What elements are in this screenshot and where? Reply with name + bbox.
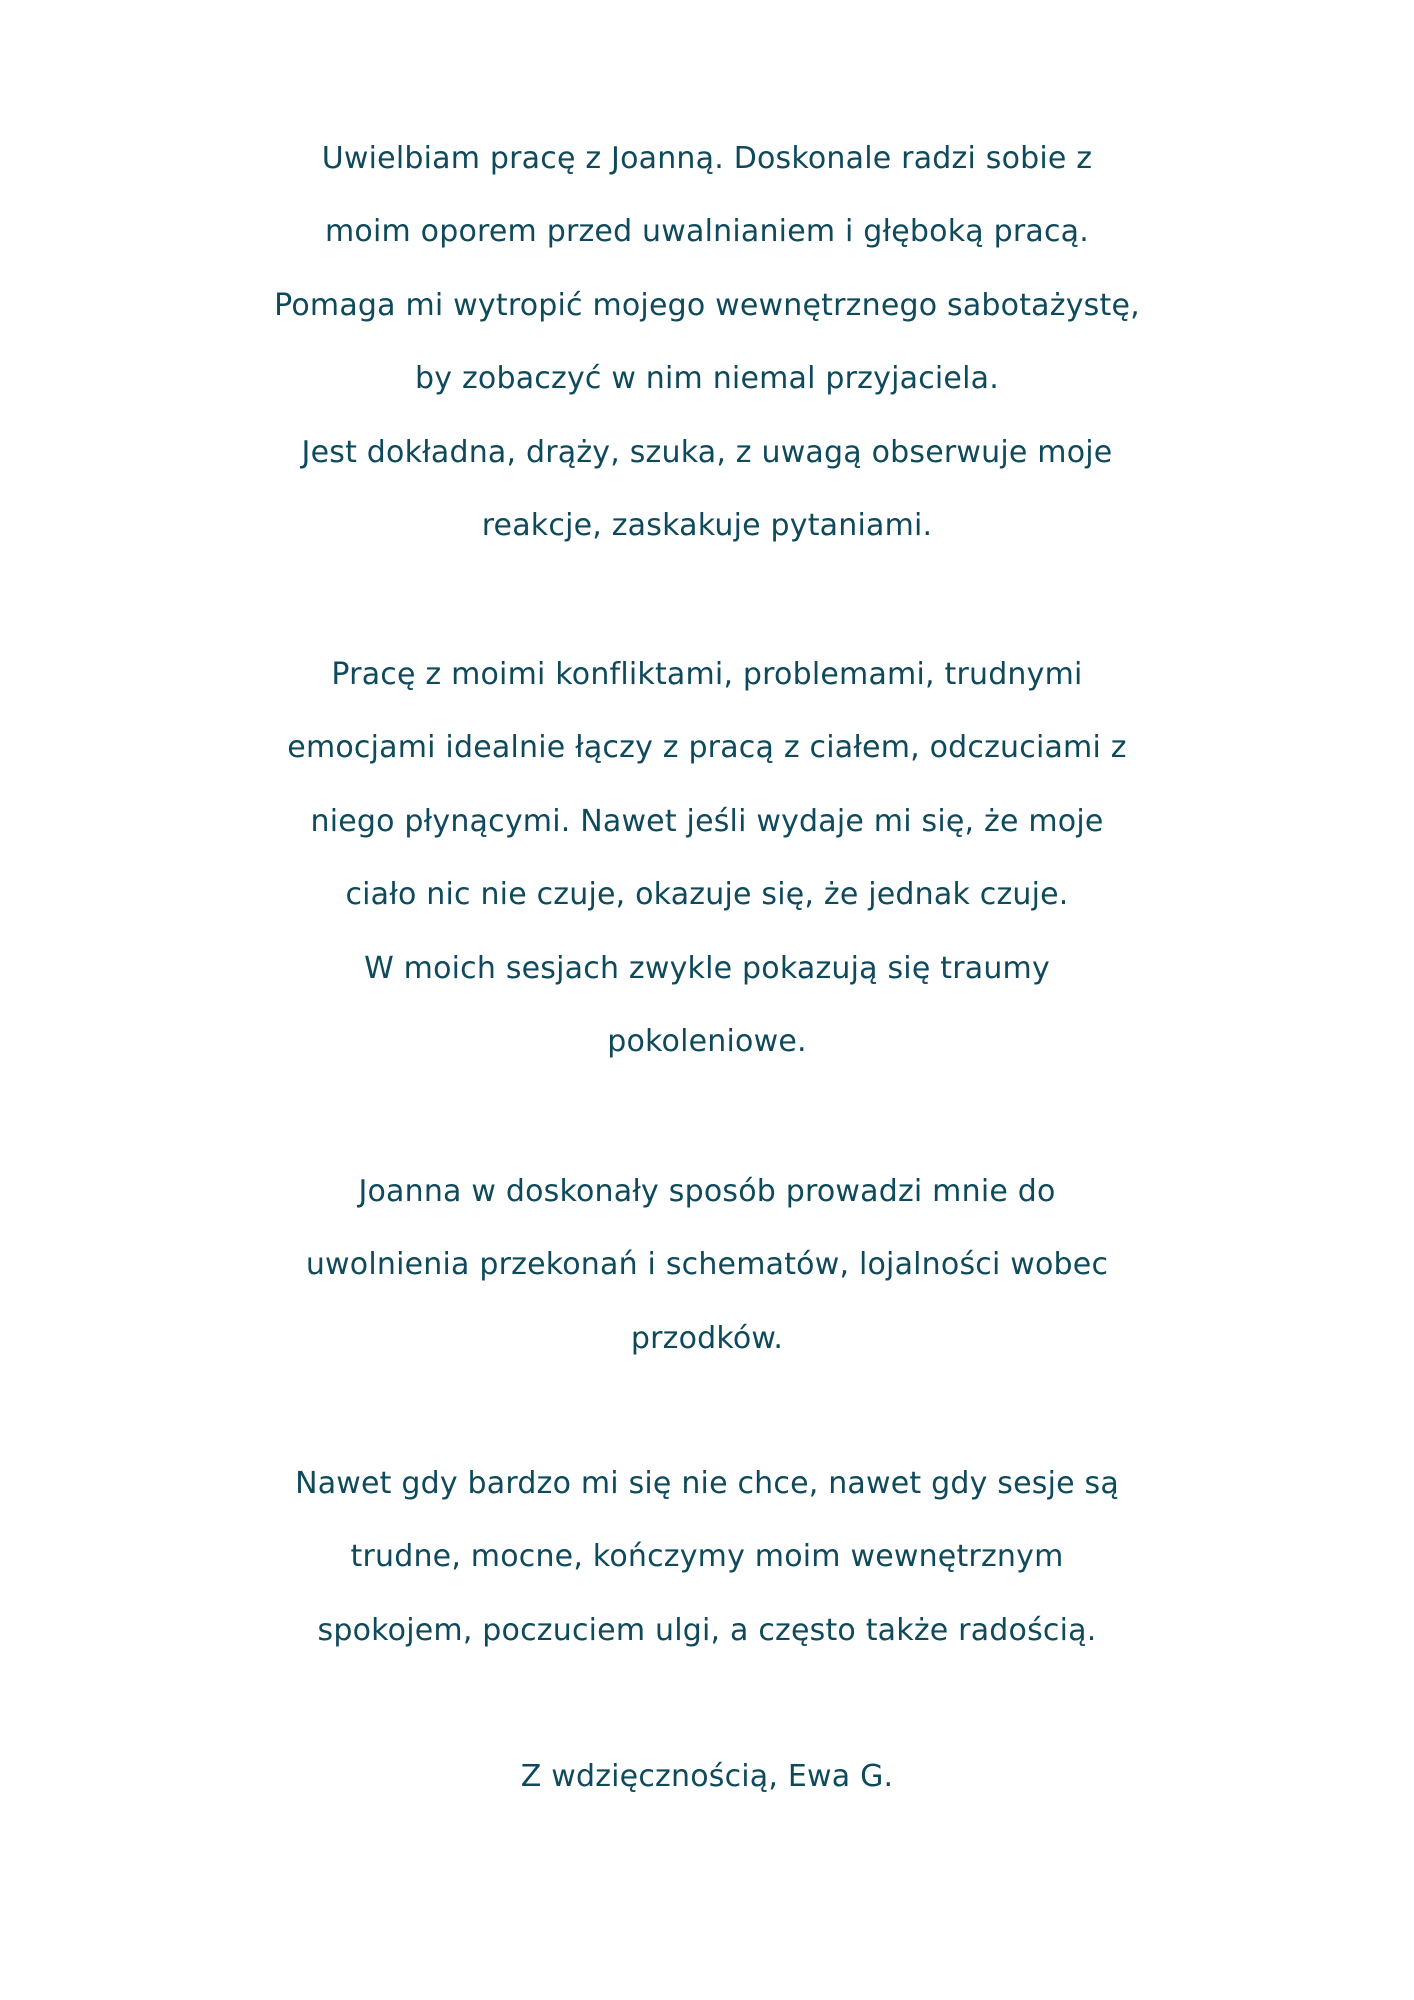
- text-line: przodków.: [630, 1320, 784, 1356]
- text-line: trudne, mocne, kończymy moim wewnętrznym: [350, 1539, 1064, 1575]
- testimonial-signature: [0, 1740, 1414, 1813]
- text-line: moim oporem przed uwalnianiem i głęboką pracą.: [324, 214, 1089, 250]
- text-line: W moich sesjach zwykle pokazują się traumy: [364, 950, 1050, 986]
- text-line: spokojem, poczuciem ulgi, a często także radością.: [317, 1612, 1097, 1648]
- text-line: Nawet gdy bardzo mi się nie chce, nawet gdy sesje są: [295, 1466, 1119, 1501]
- testimonial-paragraph-1: [0, 122, 1414, 562]
- text-line: ciało nic nie czuje, okazuje się, że jednak czuje.: [345, 877, 1069, 913]
- testimonial-paragraph-4: [0, 1447, 1414, 1667]
- text-line: niego płynącymi. Nawet jeśli wydaje mi się, że moje: [310, 803, 1104, 839]
- signature-text: Z wdzięcznością, Ewa G.: [520, 1759, 894, 1794]
- text-line: Pracę z moimi konfliktami, problemami, trudnymi: [331, 657, 1083, 692]
- text-line: Jest dokładna, drąży, szuka, z uwagą obserwuje moje: [301, 434, 1113, 470]
- testimonial-paragraph-2: [0, 638, 1414, 1078]
- text-line: Uwielbiam pracę z Joanną. Doskonale radzi sobie z: [321, 141, 1093, 176]
- text-line: reakcje, zaskakuje pytaniami.: [481, 508, 933, 544]
- text-line: Pomaga mi wytropić mojego wewnętrznego sabotażystę,: [274, 287, 1140, 323]
- testimonial-paragraph-3: [0, 1155, 1414, 1375]
- text-line: uwolnienia przekonań i schematów, lojalności wobec: [305, 1247, 1109, 1283]
- text-line: by zobaczyć w nim niemal przyjaciela.: [415, 361, 999, 397]
- text-line: Joanna w doskonały sposób prowadzi mnie do: [358, 1174, 1056, 1209]
- text-line: pokoleniowe.: [607, 1024, 807, 1060]
- text-line: emocjami idealnie łączy z pracą z ciałem, odczuciami z: [287, 730, 1127, 766]
